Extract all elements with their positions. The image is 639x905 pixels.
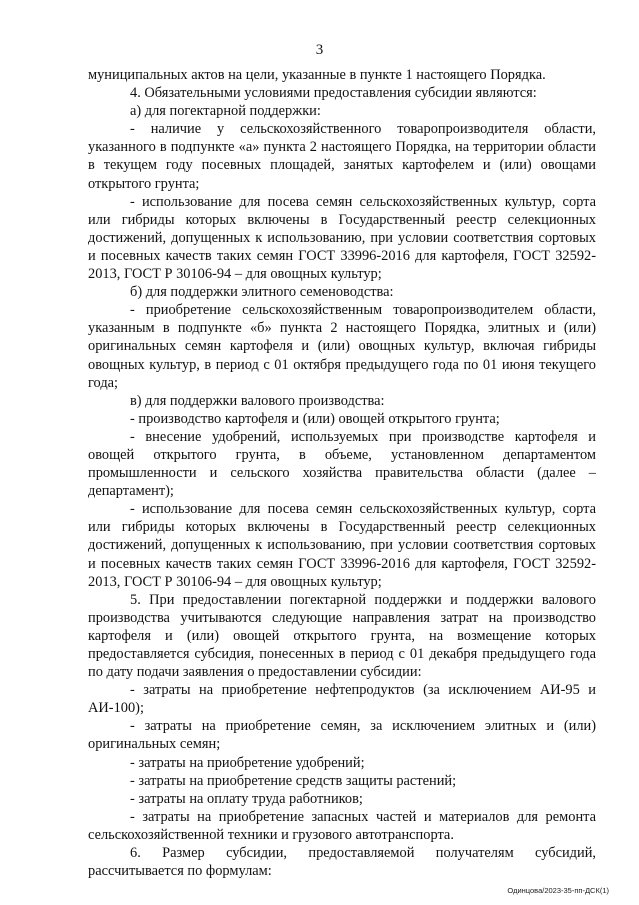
subclause-a: а) для погектарной поддержки:: [130, 103, 321, 120]
list-item: - использование для посева семян сельскохозяйственных культур, сорта или гибриды которых включены в Государственный реестр селекционных достижений, допущенных к использованию, при условии соответствия сортовых и посевных качеств таких семян ГОСТ 33996-2016 для картофеля, ГОСТ 32592-2013, ГОСТ Р 30106-94 – для овощных культур;: [88, 501, 596, 590]
subclause-b: б) для поддержки элитного семеноводства:: [130, 284, 394, 301]
list-item: - затраты на оплату труда работников;: [130, 790, 363, 807]
list-item: - затраты на приобретение нефтепродуктов (за исключением АИ-95 и АИ-100);: [88, 682, 596, 717]
list-item: - затраты на приобретение удобрений;: [130, 754, 365, 771]
document-footer-id: Одинцова/2023-35-пп-ДСК(1): [507, 886, 609, 895]
paragraph-clause-4: 4. Обязательными условиями предоставления субсидии являются:: [130, 85, 537, 102]
list-item: - использование для посева семян сельскохозяйственных культур, сорта или гибриды которых включены в Государственный реестр селекционных достижений, допущенных к использованию, при условии соответствия сортовых и посевных качеств таких семян ГОСТ 33996-2016 для картофеля, ГОСТ 32592-2013, ГОСТ Р 30106-94 – для овощных культур;: [88, 193, 596, 283]
paragraph-clause-6: 6. Размер субсидии, предоставляемой получателям субсидий, рассчитывается по формулам:: [88, 845, 596, 880]
list-item: - затраты на приобретение средств защиты растений;: [130, 772, 457, 789]
list-item: - затраты на приобретение запасных частей и материалов для ремонта сельскохозяйственной техники и грузового автотранспорта.: [88, 808, 596, 843]
list-item: - внесение удобрений, используемых при производстве картофеля и овощей открытого грунта, в объеме, установленном департаментом промышленности и сельского хозяйства правительства области (далее – департамент);: [88, 428, 596, 500]
list-item: - производство картофеля и (или) овощей открытого грунта;: [130, 410, 500, 427]
paragraph-clause-5: 5. При предоставлении погектарной поддержки и поддержки валового производства учитываются следующие направления затрат на производство картофеля и (или) овощей открытого грунта, на возмещение которых предоставляется субсидия, понесенных в период с 01 декабря предыдущего года по дату подачи заявления о предоставлении субсидии:: [88, 591, 596, 681]
list-item: - наличие у сельскохозяйственного товаропроизводителя области, указанного в подпункте «а» пункта 2 настоящего Порядка, на территории области в текущем году посевных площадей, занятых картофелем и (или) овощами открытого грунта;: [88, 121, 596, 192]
paragraph-continuation: муниципальных актов на цели, указанные в пункте 1 настоящего Порядка.: [88, 67, 546, 83]
list-item: - затраты на приобретение семян, за исключением элитных и (или) оригинальных семян;: [88, 718, 596, 753]
document-body: [88, 66, 596, 880]
list-item: - приобретение сельскохозяйственным товаропроизводителем области, указанным в подпункте «б» пункта 2 настоящего Порядка, элитных и (или) оригинальных семян картофеля и (или) овощных культур, включая гибриды овощных культур, в период с 01 октября предыдущего года по 01 июня текущего года;: [88, 302, 596, 391]
subclause-v: в) для поддержки валового производства:: [130, 392, 385, 409]
page-number: 3: [315, 42, 324, 58]
